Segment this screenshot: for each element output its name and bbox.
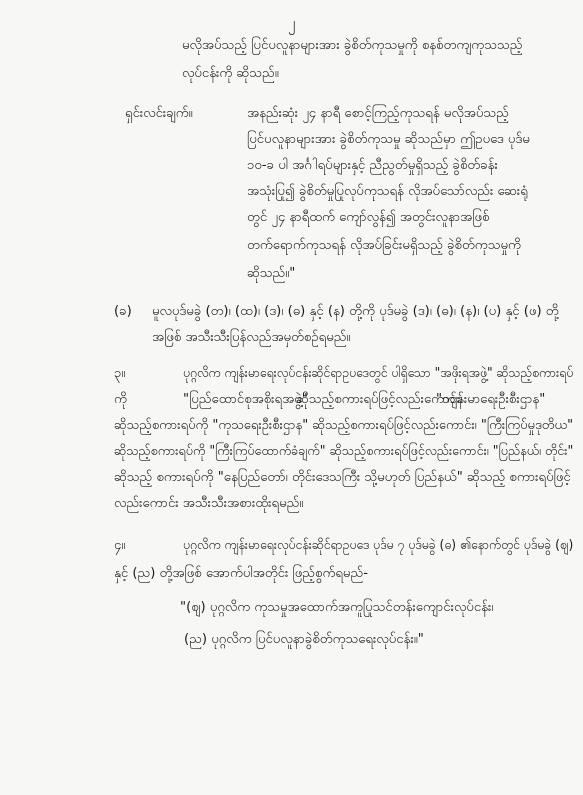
explanation-line-4: အသုံးပြု၍ ခွဲစိတ်မှုပြုလုပ်ကုသရန် လိုအပ်သော်လည်း ဆေးရုံ [247,184,528,199]
section-3-number: ၃။ [114,366,126,381]
inserted-clause-1: "(ဈ) ပုဂ္ဂလိက ကုသမှုအထောက်အကူပြုသင်တန်းကျောင်းလုပ်ငန်း၊ [180,600,494,615]
explanation-line-7: ဆိုသည်။" [247,266,296,281]
explanation-line-1: အနည်းဆုံး ၂၄ နာရီ စောင့်ကြည့်ကုသရန် မလိုအပ်သည့် [247,106,509,121]
definition-line-2: လုပ်ငန်းကို ဆိုသည်။ [182,66,279,81]
section-4-line-1: ပုဂ္ဂလိက ကျန်းမာရေးလုပ်ငန်းဆိုင်ရာဥပဒေ ပုဒ်မ ၇ ပုဒ်မခွဲ (ဓ) ၏နောက်တွင် ပုဒ်မခွဲ (ဈ) [183,538,574,553]
section-3-line-4: ဆိုသည့်စကားရပ်ကို "ကြီးကြပ်ထောက်ခံချက်" ဆိုသည့်စကားရပ်ဖြင့်လည်းကောင်း၊ "ပြည်နယ်၊ တိုင်း" [114,444,574,459]
definition-line-1: မလိုအပ်သည့် ပြင်ပလူနာများအား ခွဲစိတ်ကုသမှုကို စနစ်တကျကုသသည့် [182,38,523,53]
section-3-line-2d: "ကျန်းမာရေးဦးစီးဌာန" [436,392,546,407]
section-3-line-5: ဆိုသည့် စကားရပ်ကို "နေပြည်တော်၊ တိုင်းဒေသကြီး သို့မဟုတ် ပြည်နယ်" ဆိုသည့် စကားရပ်ဖြင့် [114,470,571,485]
clause-b-label: (ခ) [114,304,132,319]
section-3-line-2a: ကို [114,392,127,407]
section-4-number: ၄။ [114,538,126,553]
explanation-line-6: တက်ရောက်ကုသရန် လိုအပ်ခြင်းမရှိသည့် ခွဲစိတ်ကုသမှုကို [247,238,521,253]
section-4-line-2: နှင့် (ည) တို့အဖြစ် အောက်ပါအတိုင်း ဖြည့်စွက်ရမည်- [114,566,368,581]
section-3-line-2b: "ပြည်ထောင်စုအစိုးရအဖွဲ့" [183,392,308,407]
section-3-line-3: ဆိုသည့်စကားရပ်ကို "ကုသရေးဦးစီးဌာန" ဆိုသည့်စကားရပ်ဖြင့်လည်းကောင်း၊ "ကြီးကြပ်မှုဒုတိယ" [114,418,574,433]
section-3-line-6: လည်းကောင်း အသီးသီးအစားထိုးရမည်။ [114,496,304,511]
clause-b-line-1: မူလပုဒ်မခွဲ (တ)၊ (ထ)၊ (ဒ)၊ (ဓ) နှင့် (န) တို့ကို ပုဒ်မခွဲ (ဒ)၊ (ဓ)၊ (န)၊ (ပ) နှင့် (ဖ) တို့ [152,304,559,319]
inserted-clause-2: (ည) ပုဂ္ဂလိက ပြင်ပလူနာခွဲစိတ်ကုသရေးလုပ်ငန်း။" [184,632,424,647]
section-3-line-1: ပုဂ္ဂလိက ကျန်းမာရေးလုပ်ငန်းဆိုင်ရာဥပဒေတွင် ပါရှိသော "အဖိုးရအဖွဲ့" ဆိုသည့်စကားရပ် [183,366,574,381]
clause-b-line-2: အဖြစ် အသီးသီးပြန်လည်အမှတ်စဉ်ရမည်။ [152,330,351,345]
page-number: ၂ [287,14,296,32]
explanation-line-5: တွင် ၂၄ နာရီထက် ကျော်လွန်၍ အတွင်းလူနာအဖြစ် [247,210,490,225]
explanation-line-3: ၁၀-ခ ပါ အင်္ဂါရပ်များနှင့် ညီညွတ်မှုရှိသည့် ခွဲစိတ်ခန်း [247,158,498,173]
section-3-line-2c: ဆိုသည့်စကားရပ်ဖြင့်လည်းကောင်း၊ [296,392,463,407]
explanation-label: ရှင်းလင်းချက်။ [125,106,193,121]
explanation-line-2: ပြင်ပလူနာများအား ခွဲစိတ်ကုသမှု ဆိုသည်မှာ ဤဥပဒေ ပုဒ်မ [247,132,530,147]
